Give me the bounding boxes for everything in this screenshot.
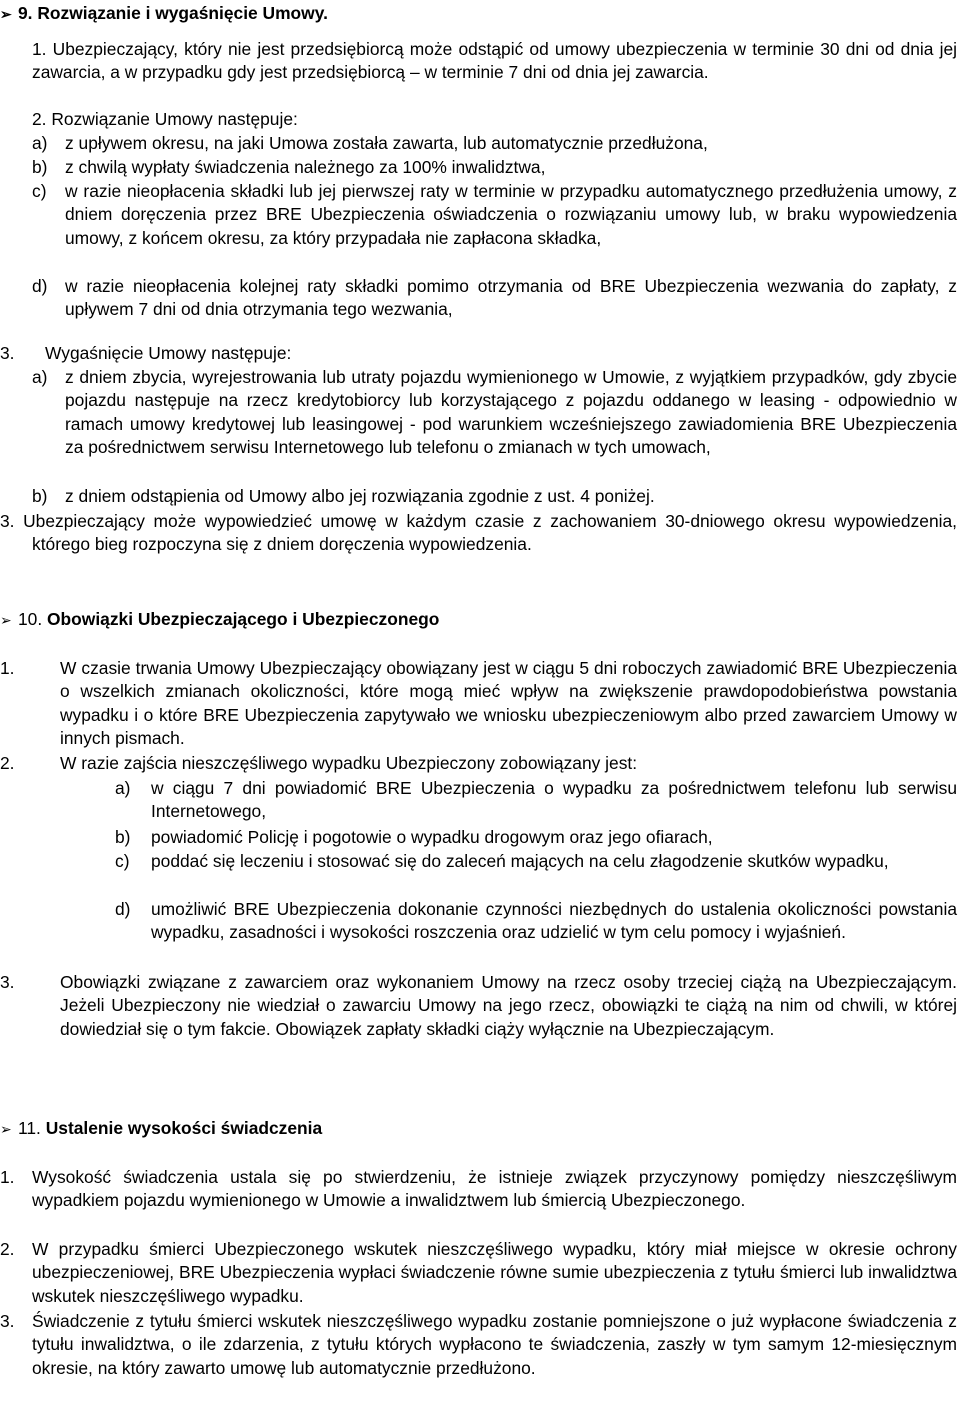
arrow-bullet-icon: ➢ (0, 612, 12, 628)
s9-p2-number: 2. (32, 109, 47, 129)
item-marker: a) (32, 367, 48, 387)
s9-p2-text: Rozwiązanie Umowy następuje: (51, 109, 298, 129)
s11-p3-text: Świadczenie z tytułu śmierci wskutek nieszczęśliwego wypadku zostanie pomniejszone o już wypłacone świadczenia z tytułu inwalidztwa, o ile zdarzenia, z tytułu których wypłacono te świadczenia, zaszły w tym samym 12-miesięcznym okresie, na który zawarto umowę lub automatycznie przedłużono. (32, 1311, 957, 1378)
item-marker: c) (32, 181, 47, 201)
arrow-bullet-icon: ➢ (0, 6, 12, 22)
item-text: z upływem okresu, na jaki Umowa została zawarta, lub automatycznie przedłużona, (65, 133, 708, 153)
item-text: z dniem odstąpienia od Umowy albo jej rozwiązania zgodnie z ust. 4 poniżej. (65, 486, 655, 506)
s11-p1-text: Wysokość świadczenia ustala się po stwierdzeniu, że istnieje związek przyczynowy pomiędzy nieszczęśliwym wypadkiem pojazdu wymienionego w Umowie a inwalidztwem lub śmiercią Ubezpieczonego. (32, 1167, 957, 1211)
arrow-bullet-icon: ➢ (0, 1121, 12, 1137)
section-10-title: Obowiązki Ubezpieczającego i Ubezpieczonego (47, 609, 440, 629)
s11-p3-number: 3. (0, 1311, 15, 1331)
item-marker: b) (115, 827, 131, 847)
item-text: w razie nieopłacenia kolejnej raty składki pomimo otrzymania od BRE Ubezpieczenia wezwania do zapłaty, z upływem 7 dni od dnia otrzymania tego wezwania, (65, 276, 957, 320)
s10-p2-number: 2. (0, 753, 15, 773)
s10-p3-text: Obowiązki związane z zawarciem oraz wykonaniem Umowy na rzecz osoby trzeciej ciążą na Ubezpieczającym. Jeżeli Ubezpieczony nie wiedział o zawarciu Umowy na jego rzecz, obowiązki te ciążą na nim od chwili, w której dowiedział się o tym fakcie. Obowiązek zapłaty składki ciąży wyłącznie na Ubezpieczającym. (60, 972, 957, 1039)
section-9-heading (0, 2, 328, 26)
item-text: z chwilą wypłaty świadczenia należnego za 100% inwalidztwa, (65, 157, 546, 177)
s9-paragraph-4: 3. Ubezpieczający może wypowiedzieć umowę w każdym czasie z zachowaniem 30-dniowego okresu wypowiedzenia, którego bieg rozpoczyna się z dniem doręczenia wypowiedzenia. (0, 511, 957, 555)
section-11-title: Ustalenie wysokości świadczenia (45, 1118, 323, 1138)
s9-paragraph-2 (32, 108, 957, 131)
s10-p1-text: W czasie trwania Umowy Ubezpieczający obowiązany jest w ciągu 5 dni roboczych zawiadomić BRE Ubezpieczenia o wszelkich zmianach okoliczności, które mogą mieć wpływ na zwiększenie prawdopodobieństwa powstania wypadku i o które BRE Ubezpieczenia zapytywało we wniosku ubezpieczeniowym albo przed zawarciem Umowy w innych pismach. (60, 658, 957, 749)
item-text: umożliwić BRE Ubezpieczenia dokonanie czynności niezbędnych do ustalenia okoliczności powstania wypadku, zasadności i wysokości roszczenia oraz udzielić w tym celu pomocy i wyjaśnień. (151, 899, 957, 943)
section-11-number: 11. (18, 1118, 41, 1138)
s10-p2-text: W razie zajścia nieszczęśliwego wypadku Ubezpieczony zobowiązany jest: (60, 753, 638, 773)
item-text: powiadomić Policję i pogotowie o wypadku drogowym oraz jego ofiarach, (151, 827, 713, 847)
item-marker: a) (32, 133, 48, 153)
item-marker: c) (115, 851, 130, 871)
item-text: poddać się leczeniu i stosować się do zaleceń mających na celu złagodzenie skutków wypadku, (151, 851, 889, 871)
item-text: w razie nieopłacenia składki lub jej pierwszej raty w terminie w przypadku automatycznego przedłużenia umowy, z dniem doręczenia przez BRE Ubezpieczenia oświadczenia o rozwiązaniu umowy lub, w braku wypowiedzenia umowy, z końcem okresu, za który przypadała nie zapłacona składka, (65, 181, 957, 248)
item-marker: b) (32, 486, 48, 506)
item-text: w ciągu 7 dni powiadomić BRE Ubezpieczenia o wypadku za pośrednictwem telefonu lub serwisu Internetowego, (151, 778, 957, 822)
item-marker: d) (32, 276, 48, 296)
s11-p2-number: 2. (0, 1239, 15, 1259)
s9-p3-number: 3. (0, 343, 15, 363)
section-10-heading (0, 608, 439, 632)
s9-paragraph-1: 1. Ubezpieczający, który nie jest przedsiębiorcą może odstąpić od umowy ubezpieczenia w terminie 30 dni od dnia jej zawarcia, a w przypadku gdy jest przedsiębiorcą – w terminie 7 dni od dnia jej zawarcia. (32, 39, 957, 83)
section-11-heading (0, 1117, 322, 1141)
item-marker: d) (115, 899, 131, 919)
s11-p2-text: W przypadku śmierci Ubezpieczonego wskutek nieszczęśliwego wypadku, który miał miejsce w okresie ochrony ubezpieczeniowej, BRE Ubezpieczenia wypłaci świadczenie równe sumie ubezpieczenia z tytułu śmierci lub inwalidztwa wskutek nieszczęśliwego wypadku. (32, 1239, 957, 1306)
item-marker: b) (32, 157, 48, 177)
s9-paragraph-3 (0, 342, 957, 365)
section-9-title: 9. Rozwiązanie i wygaśnięcie Umowy. (18, 3, 328, 23)
s10-p1-number: 1. (0, 658, 15, 678)
s9-p3-text: Wygaśnięcie Umowy następuje: (45, 343, 292, 363)
s11-p1-number: 1. (0, 1167, 15, 1187)
item-marker: a) (115, 778, 131, 798)
s10-p3-number: 3. (0, 972, 15, 992)
section-10-number: 10. (18, 609, 43, 629)
item-text: z dniem zbycia, wyrejestrowania lub utraty pojazdu wymienionego w Umowie, z wyjątkiem przypadków, gdy zbycie pojazdu następuje na rzecz kredytobiorcy lub korzystającego z pojazdu oddanego w leasing - odpowiednio w ramach umowy kredytowej lub leasingowej - pod warunkiem wcześniejszego zawiadomienia BRE Ubezpieczenia za pośrednictwem serwisu Internetowego lub telefonu o zmianach w tych umowach, (65, 367, 957, 458)
